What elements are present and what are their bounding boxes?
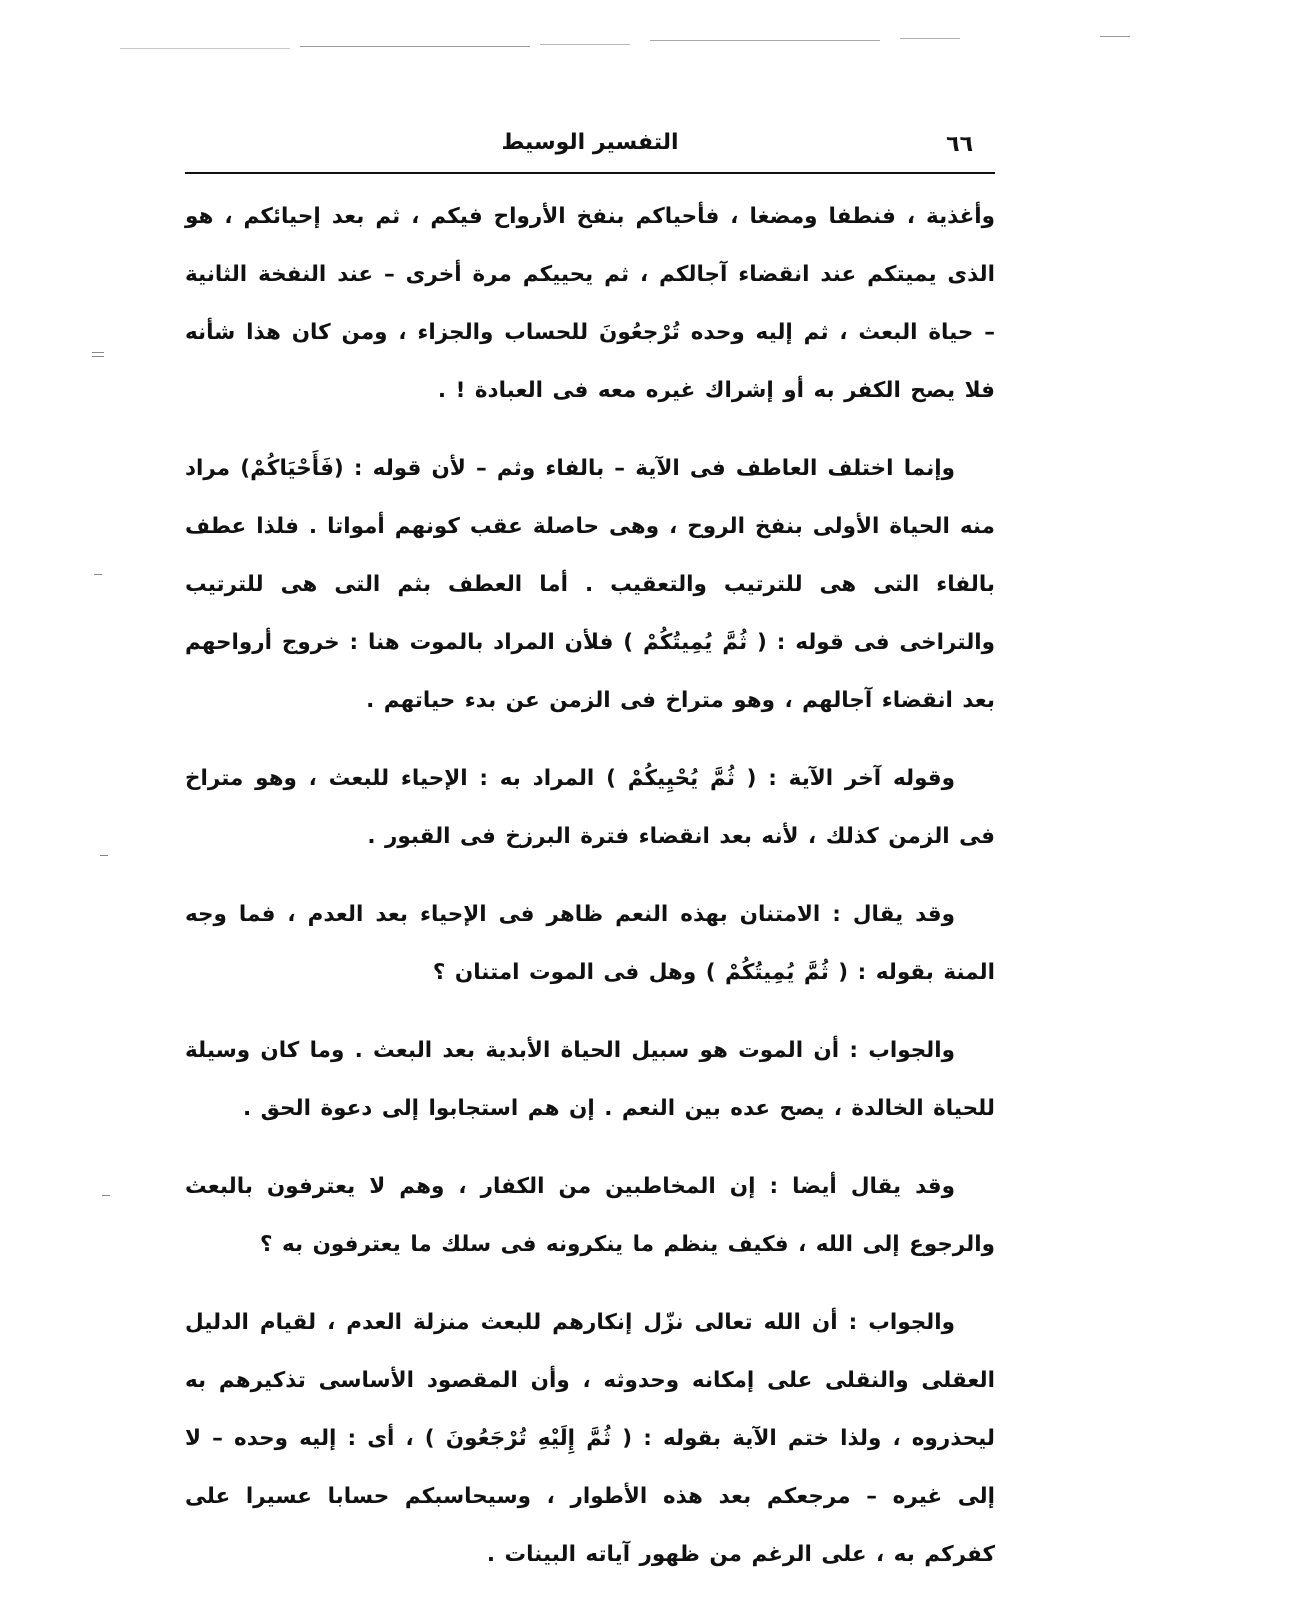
- scan-mark: [900, 38, 960, 39]
- header-rule: [185, 172, 995, 174]
- margin-tick: [102, 1195, 110, 1196]
- paragraph: وإنما اختلف العاطف فى الآية – بالفاء وثم – لأن قوله : (فَأَحْيَاكُمْ) مراد منه الحياة الأولى بنفخ الروح ، وهى حاصلة عقب كونهم أمواتا . فلذا عطف بالفاء التى هى للترتيب والتعقيب . أما العطف بثم التى هى للترتيب والتراخى فى قوله : ( ثُمَّ يُمِيتُكُمْ ) فلأن المراد بالموت هنا : خروج أرواحهم بعد انقضاء آجالهم ، وهو متراخ فى الزمن عن بدء حياتهم .: [185, 456, 995, 713]
- paragraph: وقوله آخر الآية : ( ثُمَّ يُحْيِيكُمْ ) المراد به : الإحياء للبعث ، وهو متراخ فى الزمن كذلك ، لأنه بعد انقضاء فترة البرزخ فى القبور .: [185, 766, 995, 849]
- running-title: التفسير الوسيط: [501, 130, 679, 155]
- scan-mark: [650, 40, 880, 41]
- scan-mark: [300, 46, 530, 47]
- margin-tick: [100, 855, 108, 856]
- page-header: [185, 118, 995, 174]
- paragraph: والجواب : أن الموت هو سبيل الحياة الأبدية بعد البعث . وما كان وسيلة للحياة الخالدة ، يصح عده بين النعم . إن هم استجابوا إلى دعوة الحق .: [185, 1038, 995, 1121]
- margin-tick: [94, 574, 102, 575]
- paragraph: وقد يقال : الامتنان بهذه النعم ظاهر فى الإحياء بعد العدم ، فما وجه المنة بقوله : ( ثُمَّ يُمِيتُكُمْ ) وهل فى الموت امتنان ؟: [185, 902, 995, 985]
- scan-mark: [120, 48, 290, 49]
- scan-mark: [540, 44, 630, 45]
- page-number: ٦٦: [946, 132, 973, 157]
- margin-tick: [92, 352, 104, 353]
- paragraph: وقد يقال أيضا : إن المخاطبين من الكفار ، وهم لا يعترفون بالبعث والرجوع إلى الله ، فكيف ينظم ما ينكرونه فى سلك ما يعترفون به ؟: [185, 1174, 995, 1257]
- paragraph: والجواب : أن الله تعالى نزّل إنكارهم للبعث منزلة العدم ، لقيام الدليل العقلى والنقلى على إمكانه وحدوثه ، وأن المقصود الأساسى تذكيرهم به ليحذروه ، ولذا ختم الآية بقوله : ( ثُمَّ إِلَيْهِ تُرْجَعُونَ ) ، أى : إليه وحده – لا إلى غيره – مرجعكم بعد هذه الأطوار ، وسيحاسبكم حسابا عسيرا على كفركم به ، على الرغم من ظهور آياته البينات .: [185, 1310, 995, 1567]
- margin-tick: [92, 356, 104, 357]
- paragraph: وأغذية ، فنطفا ومضغا ، فأحياكم بنفخ الأرواح فيكم ، ثم بعد إحيائكم ، هو الذى يميتكم عند انقضاء آجالكم ، ثم يحييكم مرة أخرى – عند النفخة الثانية – حياة البعث ، ثم إليه وحده تُرْجعُونَ للحساب والجزاء ، ومن كان هذا شأنه فلا يصح الكفر به أو إشراك غيره معه فى العبادة ! .: [185, 204, 995, 403]
- body-text: [185, 188, 995, 1604]
- scan-mark: [1100, 36, 1130, 37]
